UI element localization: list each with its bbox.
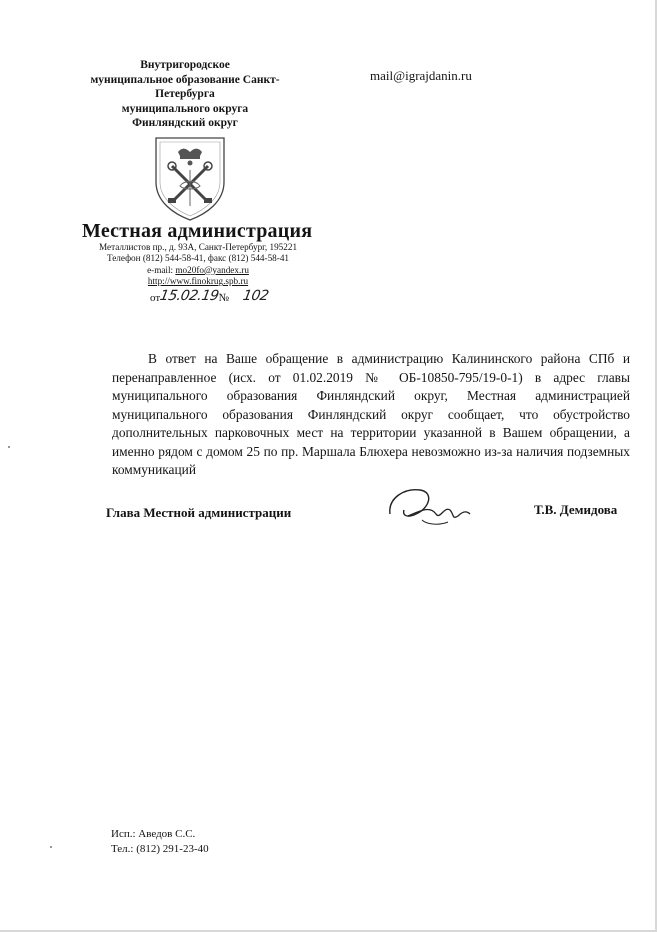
organization-header xyxy=(60,58,310,131)
date-number-line xyxy=(150,288,268,304)
signatory-position: Глава Местной администрации xyxy=(106,505,292,520)
org-line-4: муниципального округа xyxy=(121,102,249,115)
coat-of-arms-icon xyxy=(150,130,230,222)
email-label: e-mail: xyxy=(147,264,174,275)
executor-name: Исп.: Аведов С.С. xyxy=(111,828,196,840)
number-prefix: № xyxy=(218,292,230,304)
handwritten-number: 102 xyxy=(241,288,270,304)
org-line-1: Внутригородское xyxy=(140,59,230,71)
admin-email-line xyxy=(82,265,314,276)
handwritten-signature-icon xyxy=(386,480,486,530)
org-line-5: Финляндский округ xyxy=(132,117,238,129)
admin-website[interactable]: http://www.finokrug.spb.ru xyxy=(147,276,249,287)
date-prefix: от xyxy=(150,292,161,304)
handwritten-date: 15.02.19 xyxy=(158,288,220,304)
administration-title: Местная администрация xyxy=(82,220,313,242)
scan-speck xyxy=(50,846,52,848)
signatory-name: Т.В. Демидова xyxy=(534,502,618,517)
admin-phone-line xyxy=(82,253,314,264)
executor-block xyxy=(111,827,209,856)
scan-speck xyxy=(8,446,10,448)
org-line-3: Петербурга xyxy=(155,88,215,100)
recipient-email: mail@igrajdanin.ru xyxy=(370,68,472,83)
phone-label: Телефон xyxy=(106,253,141,264)
administration-contacts xyxy=(82,242,314,288)
letter-body: В ответ на Ваше обращение в администрацию Калининского района СПб и перенаправленное (исх. от 01.02.2019 № ОБ-10850-795/19-0-1) в адрес главы муниципального образования Финляндский округ, Местная администрацией муниципального образования Финляндский округ сообщает, что обустройство дополнительных парковочных мест на территории указанной в Вашем обращении, а именно рядом с домом 25 по пр. Маршала Блюхера невозможно из-за наличия подземных коммуникаций xyxy=(112,351,630,477)
admin-address: Металлистов пр., д. 93А, Санкт-Петербург, 195221 xyxy=(98,242,298,252)
phone-fax: (812) 544-58-41, факс (812) 544-58-41 xyxy=(142,253,290,264)
admin-email[interactable]: mo20fo@yandex.ru xyxy=(175,264,249,275)
executor-phone: Тел.: (812) 291-23-40 xyxy=(111,842,209,855)
org-line-2: муниципальное образование Санкт- xyxy=(90,73,280,86)
